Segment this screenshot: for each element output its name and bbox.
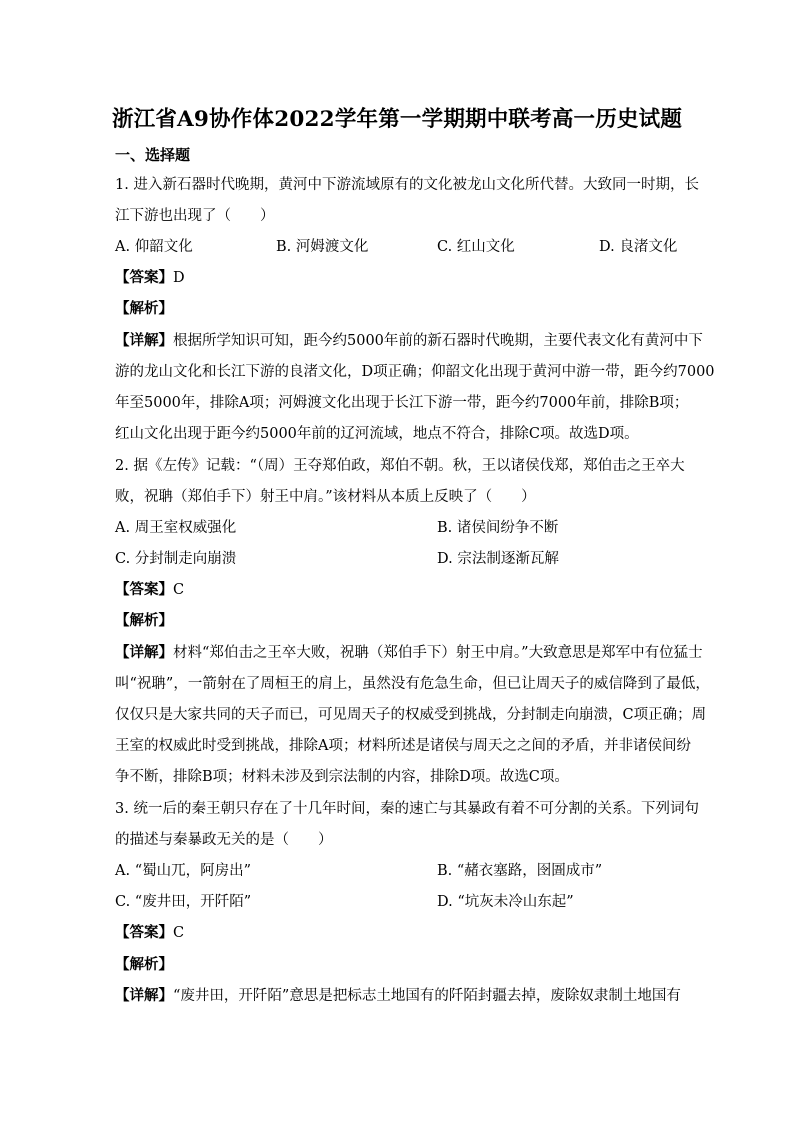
question-2-stem-line-2: 败，祝聃（郑伯手下）射王中肩。”该材料从本质上反映了（ ） <box>115 489 536 505</box>
page-title: 浙江省A9协作体2022学年第一学期期中联考高一历史试题 <box>111 107 683 132</box>
question-2-option-a: A. 周王室权威强化 <box>115 520 237 536</box>
question-1-option-a: A. 仰韶文化 <box>115 239 193 255</box>
question-1-detail-line-2: 游的龙山文化和长江下游的良渚文化，D项正确；仰韶文化出现于黄河中游一带，距今约7000 <box>115 364 715 380</box>
question-2-detail-line-2: 叫“祝聃”，一箭射在了周桓王的肩上，虽然没有危急生命，但已让周天子的威信降到了最低， <box>115 676 710 692</box>
detail-label: 【详解】 <box>115 987 173 1004</box>
question-1-detail-line-4: 红山文化出现于距今约5000年前的辽河流域，地点不符合，排除C项。故选D项。 <box>115 426 639 442</box>
question-2-analysis-label: 【解析】 <box>115 612 173 629</box>
answer-value: C <box>173 925 185 941</box>
question-2-detail-line-5: 争不断，排除B项；材料未涉及到宗法制的内容，排除D项。故选C项。 <box>115 769 569 785</box>
question-3-stem-line-1: 3. 统一后的秦王朝只存在了十几年时间，秦的速亡与其暴政有着不可分割的关系。下列词句 <box>115 801 699 817</box>
question-1-answer <box>115 268 185 288</box>
question-3-option-c: C. “废井田，开阡陌” <box>115 894 252 910</box>
question-2-option-d: D. 宗法制逐渐瓦解 <box>437 551 559 567</box>
question-3-option-d: D. “坑灰未冷山东起” <box>437 894 574 910</box>
question-3-option-a: A. “蜀山兀，阿房出” <box>115 863 252 879</box>
question-2-option-b: B. 诸侯间纷争不断 <box>437 520 559 536</box>
question-2-detail-line-4: 王室的权威此时受到挑战，排除A项；材料所述是诸侯与周天之之间的矛盾，并非诸侯间纷 <box>115 738 691 754</box>
question-2-answer <box>115 580 184 600</box>
question-3-stem-line-2: 的描述与秦暴政无关的是（ ） <box>115 832 333 848</box>
question-3-answer <box>115 923 184 943</box>
question-2-detail-line-3: 仅仅只是大家共同的天子而已，可见周天子的权威受到挑战，分封制走向崩溃，C项正确；周 <box>115 707 707 723</box>
question-1-detail-line-3: 年至5000年，排除A项；河姆渡文化出现于长江下游一带，距今约7000年前，排除B项； <box>115 395 689 411</box>
detail-text: 材料“郑伯击之王卒大败，祝聃（郑伯手下）射王中肩。”大致意思是郑军中有位猛士 <box>173 645 703 661</box>
detail-label: 【详解】 <box>115 332 173 349</box>
question-1-option-b: B. 河姆渡文化 <box>276 239 369 255</box>
question-1-stem-line-1: 1. 进入新石器时代晚期，黄河中下游流域原有的文化被龙山文化所代替。大致同一时期，长 <box>115 177 699 193</box>
detail-text: “废井田，开阡陌”意思是把标志土地国有的阡陌封疆去掉，废除奴隶制土地国有 <box>173 988 681 1004</box>
question-3-analysis-label: 【解析】 <box>115 956 173 973</box>
section-heading: 一、选择题 <box>115 146 191 164</box>
question-2-detail-line-1 <box>115 643 703 663</box>
question-3-option-b: B. “赭衣塞路，囹圄成市” <box>437 863 603 879</box>
question-2-option-c: C. 分封制走向崩溃 <box>115 551 237 567</box>
detail-label: 【详解】 <box>115 644 173 661</box>
question-3-detail-line-1 <box>115 986 681 1006</box>
question-1-detail-line-1 <box>115 331 703 351</box>
answer-label: 【答案】 <box>115 269 173 286</box>
detail-text: 根据所学知识可知，距今约5000年前的新石器时代晚期，主要代表文化有黄河中下 <box>173 333 703 349</box>
answer-label: 【答案】 <box>115 924 173 941</box>
question-1-option-d: D. 良渚文化 <box>599 239 678 255</box>
answer-value: D <box>173 270 185 286</box>
question-1-option-c: C. 红山文化 <box>437 239 515 255</box>
question-1-analysis-label: 【解析】 <box>115 300 173 317</box>
question-2-stem-line-1: 2. 据《左传》记载：“（周）王夺郑伯政，郑伯不朝。秋，王以诸侯伐郑，郑伯击之王卒大 <box>115 458 685 474</box>
question-1-stem-line-2: 江下游也出现了（ ） <box>115 208 275 224</box>
answer-value: C <box>173 582 185 598</box>
answer-label: 【答案】 <box>115 581 173 598</box>
